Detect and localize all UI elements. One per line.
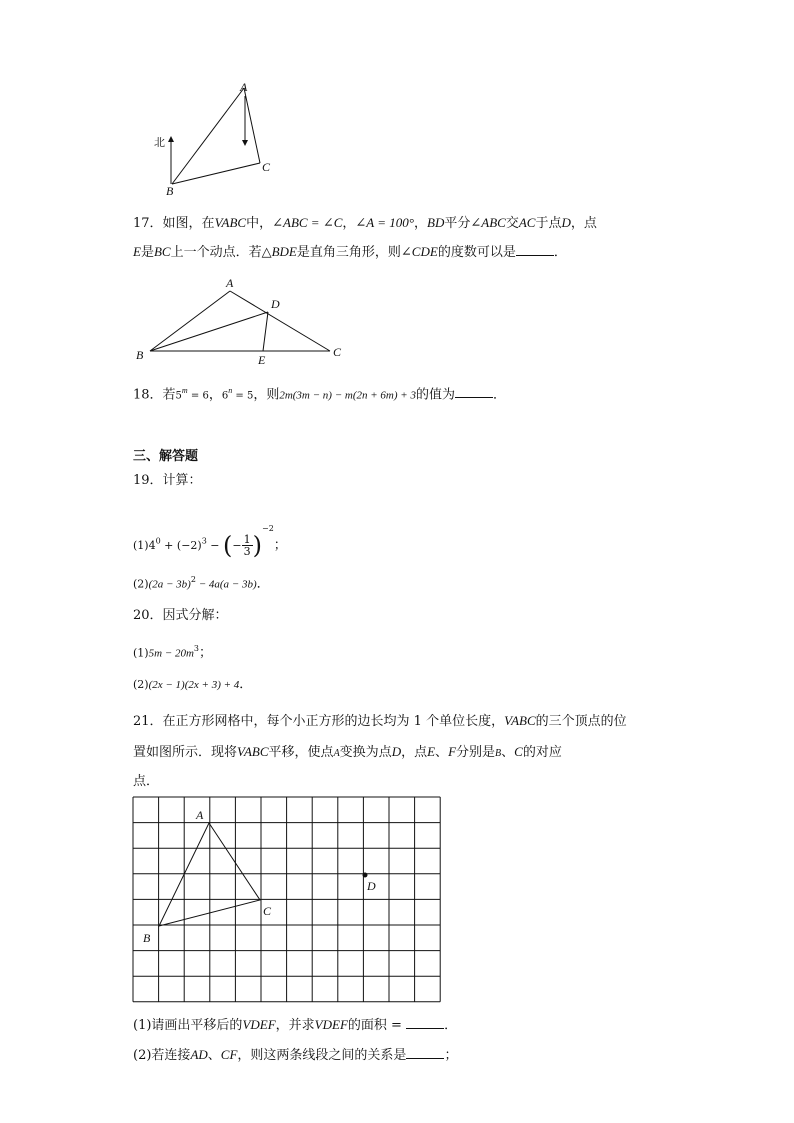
q20-title: 20．因式分解：	[133, 608, 228, 623]
q17-angle-eq: ∠ABC = ∠C	[272, 215, 343, 230]
q17-text: ，	[342, 216, 356, 231]
q21-p2-cf: CF	[220, 1047, 238, 1062]
figure-21-grid	[128, 795, 448, 1010]
q17-bc: BC	[153, 244, 171, 259]
fig16-label-c: C	[262, 160, 271, 174]
q18-num: 18．若	[133, 387, 176, 403]
q18-text: 的值为	[415, 387, 455, 403]
q21-p1-answer-blank	[406, 1016, 444, 1029]
q19-p2-end: ．	[256, 576, 270, 592]
q17-line1	[133, 214, 597, 233]
fig17-label-d: D	[271, 297, 280, 311]
q17-answer-blank	[516, 243, 554, 256]
q21-p2-end: ；	[444, 1048, 458, 1063]
q19-p2-label: (2)	[133, 577, 149, 591]
q17-ac: AC	[518, 215, 536, 230]
q19-p2-sup: 2	[190, 575, 196, 584]
fig16-label-a: A	[240, 80, 248, 94]
q21-p1-label: (1)	[133, 1018, 152, 1033]
q19-p1-term: 4	[148, 539, 156, 552]
q21-point-b: B	[495, 748, 502, 759]
fig17-label-b: B	[136, 348, 144, 362]
q19-p1-sup: 3	[201, 536, 207, 546]
q21-text: 在正方形网格中，每个小正方形的边长均为 1 个单位长度，	[162, 714, 505, 729]
q20-p1-end: ；	[199, 645, 213, 661]
q21-p2-text: 若连接	[151, 1048, 191, 1063]
q21-p2-text: 、	[207, 1048, 221, 1063]
point-d-dot	[363, 873, 368, 878]
q17-text: 的度数可以是	[437, 245, 516, 260]
q19-frac-num: 1	[243, 533, 251, 546]
fig16-label-b: B	[166, 184, 174, 198]
q21-p2-text: ，则这两条线段之间的关系是	[237, 1048, 407, 1063]
q21-p2-ad: AD	[190, 1047, 208, 1062]
q21-part1	[133, 1016, 457, 1035]
q21-text: 、	[501, 745, 515, 760]
q21-text: 平移，使点	[268, 745, 334, 760]
q17-text: 上一个动点．若	[170, 245, 262, 260]
q17-angle-cde: ∠CDE	[400, 244, 438, 259]
q21-part2	[133, 1046, 457, 1065]
q21-p1-text: ，并求	[275, 1018, 315, 1033]
q20-p1-label: (1)	[133, 646, 149, 660]
q18-val1: = 6	[187, 390, 209, 402]
q18-base2: 6	[221, 390, 229, 402]
q21-text: 的对应	[522, 745, 562, 760]
q21-p1-triangle: VDEF	[242, 1017, 276, 1032]
q21-point-c: C	[514, 744, 523, 759]
q17-bd: BD	[427, 215, 445, 230]
q17-line2	[133, 243, 567, 262]
q21-text: 的三个顶点的位	[535, 714, 627, 729]
q19-p2-term: (2a − 3b)	[148, 578, 191, 591]
q21-point-d: D	[391, 744, 402, 759]
q21-p1-end: ．	[444, 1018, 458, 1033]
q17-text: 中，	[246, 216, 273, 231]
q21-p1-text: 请画出平移后的	[151, 1018, 243, 1033]
q17-text: ．	[553, 245, 567, 260]
q21-text: 变换为点	[339, 745, 392, 760]
q18-expression: 2m(3m − n) − m(2n + 6m) + 3	[279, 389, 416, 402]
figure-17	[130, 274, 360, 368]
q20-p2-end: ．	[239, 677, 253, 692]
grid-label-b: B	[143, 931, 151, 945]
q21-line2	[133, 743, 562, 763]
q19-fraction	[242, 534, 253, 557]
q17-e: E	[133, 244, 141, 259]
q17-d: D	[561, 215, 571, 230]
q21-text: 置如图所示．现将	[133, 745, 238, 760]
q18-sep: ，	[208, 387, 222, 403]
section-3-title: 三、解答题	[133, 449, 199, 464]
q20-p2-label: (2)	[133, 678, 149, 691]
grid-label-c: C	[263, 904, 272, 918]
q19-p1-minus: −	[232, 539, 242, 552]
q17-triangle: VABC	[214, 215, 247, 230]
q20-p2-term: (2x − 1)(2x + 3) + 4	[148, 679, 240, 691]
q19-paren-left: (	[223, 531, 233, 560]
q21-line1	[133, 712, 627, 731]
fig17-label-a: A	[226, 276, 234, 290]
q18-sep: ，则	[253, 387, 280, 403]
figure-16	[140, 78, 290, 200]
q19-paren-right: )	[252, 531, 262, 560]
q21-p2-label: (2)	[133, 1048, 152, 1063]
q21-point-f: F	[448, 744, 457, 759]
q19-p1-end: ；	[273, 538, 287, 553]
q19-p2-term: − 4a(a − 3b)	[195, 578, 257, 591]
q17-text: 如图，在	[162, 216, 215, 231]
q21-text: 、	[435, 745, 449, 760]
q21-num: 21．	[133, 714, 163, 729]
q21-text: ，点	[401, 745, 428, 760]
q18-exp2: n	[228, 386, 233, 395]
q17-text: ，	[413, 216, 427, 231]
q19-p1-sup: 0	[155, 536, 161, 546]
q17-angle-a: ∠A = 100°	[355, 215, 414, 230]
q18-exp1: m	[181, 386, 188, 395]
q19-part1	[133, 514, 287, 561]
q21-p1-text: 的面积 =	[347, 1018, 407, 1033]
q21-triangle: VABC	[504, 713, 536, 728]
q17-text: 是直角三角形，则	[296, 245, 401, 260]
grid-label-d: D	[367, 879, 376, 893]
q20-part1	[133, 640, 212, 662]
q20-p1-sup: 3	[193, 644, 199, 653]
q19-p1-sup: −2	[261, 524, 274, 533]
q18-line	[133, 382, 506, 405]
q21-point-e: E	[427, 744, 436, 759]
q19-part2	[133, 571, 270, 593]
q19-p1-op: −	[206, 539, 224, 552]
fig16-label-north: 北	[154, 136, 165, 149]
grid-label-a: A	[196, 808, 204, 822]
q21-text: 分别是	[456, 745, 496, 760]
q17-num: 17．	[133, 216, 163, 231]
fig17-label-c: C	[333, 345, 342, 359]
q20-p1-term: 5m − 20m	[148, 647, 194, 660]
grid-lines	[133, 797, 440, 1002]
q17-text: ，点	[570, 216, 597, 231]
q17-text: 是	[140, 245, 154, 260]
q18-base1: 5	[175, 390, 182, 402]
q21-line3: 点．	[133, 774, 160, 789]
q18-text: ．	[492, 387, 506, 403]
q19-title: 19．计算：	[133, 473, 202, 488]
q19-frac-den: 3	[243, 545, 251, 558]
q18-answer-blank	[455, 385, 493, 398]
q19-p1-term: + (−2)	[160, 539, 202, 552]
q17-text: 平分	[444, 216, 471, 231]
q21-point-a: A	[333, 748, 340, 759]
q19-p1-label: (1)	[133, 539, 149, 552]
q21-triangle: VABC	[237, 744, 269, 759]
q17-tri-bde: △BDE	[261, 244, 297, 259]
q18-val2: = 5	[232, 390, 254, 402]
q17-text: 于点	[535, 216, 562, 231]
q21-p2-answer-blank	[406, 1046, 444, 1059]
q17-text: 交	[505, 216, 519, 231]
q20-part2	[133, 676, 252, 694]
q21-p1-triangle: VDEF	[314, 1017, 348, 1032]
q17-angle-abc: ∠ABC	[470, 215, 506, 230]
fig17-label-e: E	[258, 353, 266, 367]
